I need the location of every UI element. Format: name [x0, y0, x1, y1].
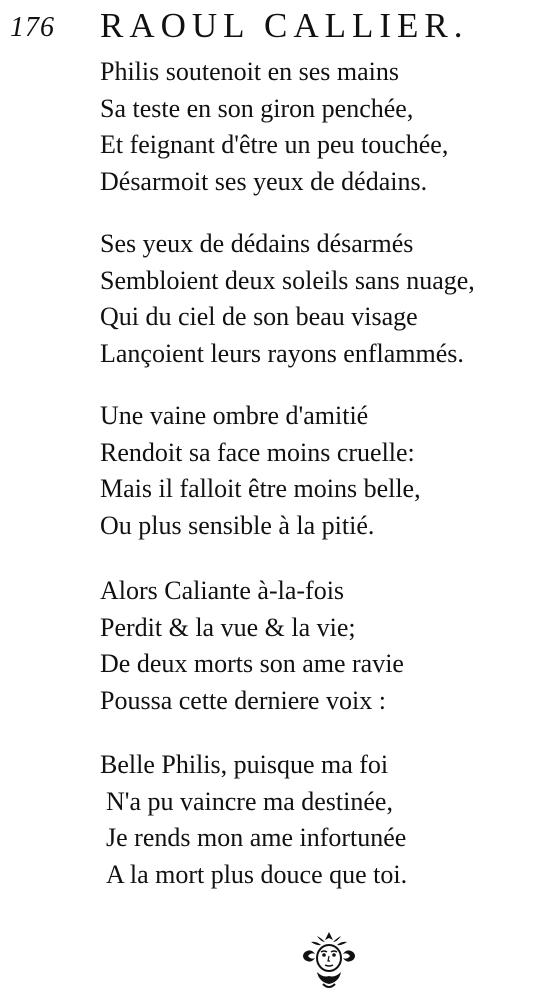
verse-line: Rendoit sa face moins cruelle: [100, 437, 415, 467]
verse-line: Sa teste en son giron penchée, [100, 93, 414, 123]
verse-line: Je rends mon ame infortunée [106, 823, 407, 852]
verse-line: Désarmoit ses yeux de dédains. [100, 166, 428, 196]
verse-line: Qui du ciel de son beau visage [100, 302, 418, 331]
verse-line: A la mort plus douce que toi. [106, 859, 408, 889]
page-number: 176 [10, 12, 55, 43]
verse-line: Alors Caliante à-la-fois [100, 576, 345, 605]
stanza-3 [100, 398, 540, 544]
stanza-1 [100, 54, 540, 200]
verse-line: Sembloient deux soleils sans nuage, [100, 265, 475, 295]
stanza-2 [100, 226, 540, 372]
verse-line: Et feignant d'être un peu touchée, [100, 130, 449, 159]
cherub-face-icon [299, 928, 359, 992]
running-title: RAOUL CALLIER. [100, 6, 469, 45]
verse-line: De deux morts son ame ravie [100, 649, 404, 678]
stanza-4 [100, 573, 540, 719]
verse-line: Poussa cette derniere voix : [100, 685, 386, 715]
verse-line: Belle Philis, puisque ma foi [100, 750, 389, 779]
verse-line: Mais il falloit être moins belle, [100, 474, 421, 503]
verse-line: Perdit & la vue & la vie; [100, 612, 356, 642]
verse-line: Une vaine ombre d'amitié [100, 401, 369, 430]
verse-line: Philis soutenoit en ses mains [100, 57, 399, 86]
verse-line: Lançoient leurs rayons enflammés. [100, 338, 464, 368]
verse-line: Ou plus sensible à la pitié. [100, 510, 375, 540]
verse-line: Ses yeux de dédains désarmés [100, 229, 414, 258]
verse-line: N'a pu vaincre ma destinée, [106, 786, 393, 816]
stanza-5 [100, 747, 540, 893]
